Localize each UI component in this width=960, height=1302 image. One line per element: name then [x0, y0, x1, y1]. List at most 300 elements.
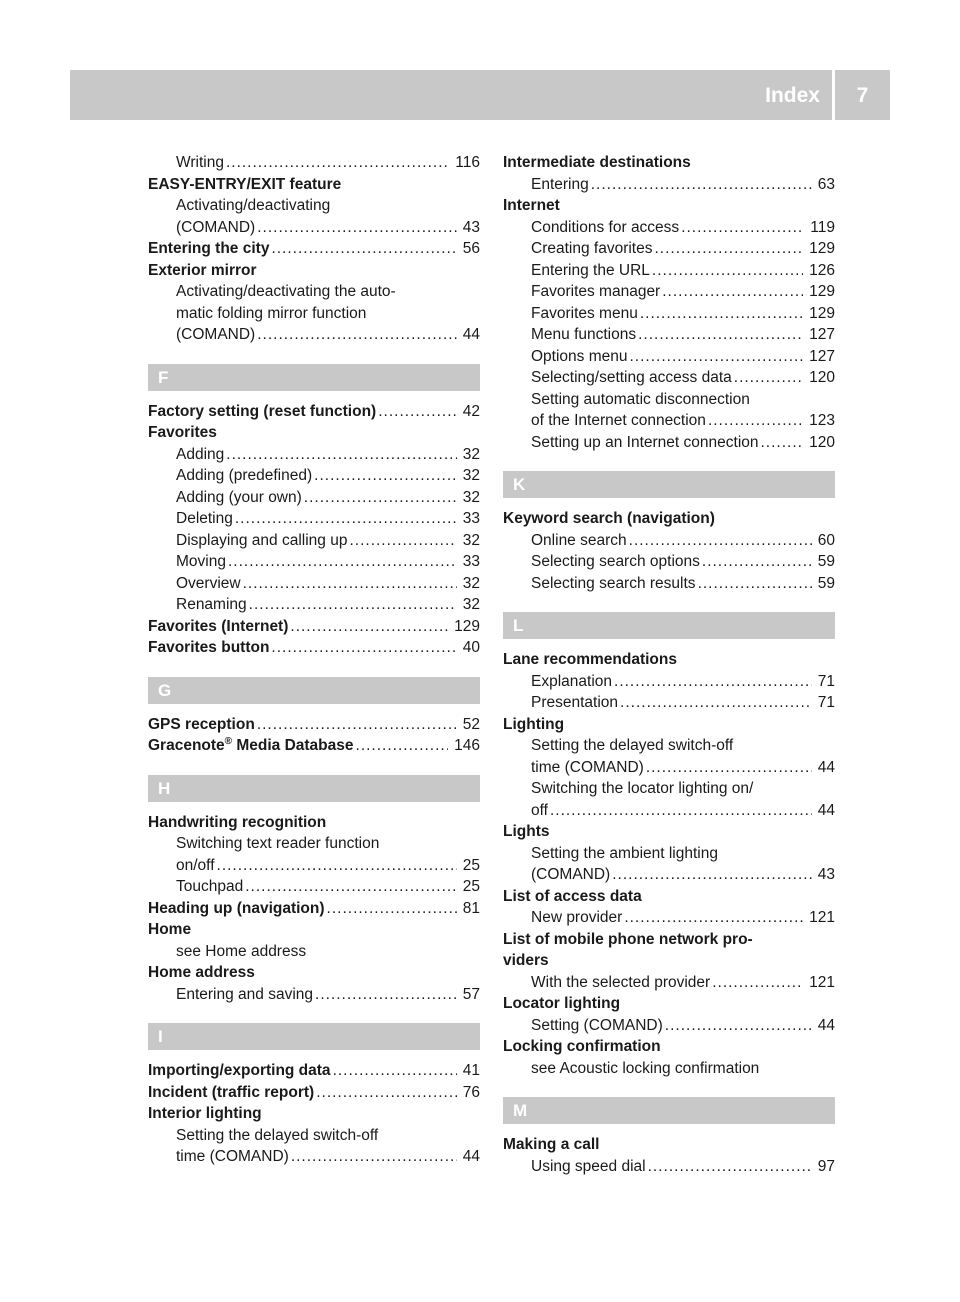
index-subentry — [503, 1058, 835, 1080]
entry-label: Adding (predefined) — [176, 467, 313, 484]
entry-text — [148, 898, 325, 920]
index-entry — [503, 649, 835, 671]
dot-leader — [226, 152, 449, 174]
entry-text — [531, 1156, 646, 1178]
page-reference: 121 — [809, 973, 835, 991]
dot-leader — [228, 551, 457, 573]
entry-label: Adding — [176, 445, 225, 463]
page-reference: 52 — [462, 715, 480, 733]
entry-text — [148, 422, 217, 444]
page-reference: 120 — [809, 369, 835, 386]
entry-label: Keyword search (navigation) — [503, 510, 715, 527]
entry-label: Entering — [531, 175, 589, 193]
page-reference: 32 — [462, 574, 480, 592]
entry-label: Factory setting (reset function) — [148, 402, 377, 420]
dot-leader — [550, 800, 812, 822]
entry-text — [176, 594, 247, 616]
dot-leader — [612, 864, 812, 886]
entry-label: (COMAND) — [176, 218, 256, 236]
dot-leader — [629, 530, 812, 552]
entry-label: Handwriting recognition — [148, 813, 327, 831]
dot-leader — [356, 735, 449, 757]
index-subentry — [148, 984, 480, 1006]
entry-label: Creating favorites — [531, 240, 653, 257]
section-letter-m: M — [503, 1097, 835, 1124]
page-reference: 129 — [809, 304, 835, 322]
entry-text — [176, 941, 306, 963]
entry-label: Activating/deactivating the auto- — [176, 283, 396, 300]
dot-leader — [257, 324, 457, 346]
index-subentry — [148, 1146, 480, 1168]
entry-text — [531, 324, 636, 346]
entry-label: Conditions for access — [531, 218, 680, 236]
page-reference: 33 — [462, 553, 480, 570]
entry-text — [531, 778, 753, 800]
index-subentry — [148, 195, 480, 217]
entry-label: Setting the ambient lighting — [531, 844, 718, 862]
entry-label: Touchpad — [176, 878, 244, 895]
page-reference: 129 — [809, 240, 835, 257]
index-column-left — [148, 152, 480, 1168]
entry-label: Lights — [503, 823, 550, 840]
entry-text — [531, 1015, 663, 1037]
index-subentry — [148, 217, 480, 239]
page-reference: 32 — [462, 445, 480, 463]
section-letter-g: G — [148, 677, 480, 704]
entry-text — [176, 195, 330, 217]
entry-text — [531, 551, 700, 573]
index-subentry — [148, 281, 480, 303]
index-entry — [503, 152, 835, 174]
entry-label: Incident (traffic report) — [148, 1083, 315, 1101]
index-entry — [148, 174, 480, 196]
entry-label: EASY-ENTRY/EXIT feature — [148, 175, 342, 193]
entry-text — [503, 508, 715, 530]
entry-label: Setting (COMAND) — [531, 1016, 663, 1034]
page-reference: 120 — [809, 433, 835, 451]
index-subentry — [503, 1156, 835, 1178]
index-subentry — [503, 260, 835, 282]
entry-text — [148, 962, 255, 984]
page-reference: 123 — [809, 412, 835, 429]
page-reference: 25 — [462, 856, 480, 874]
section-letter-k: K — [503, 471, 835, 498]
entry-text — [148, 1082, 314, 1104]
dot-leader — [271, 637, 456, 659]
entry-text — [531, 671, 612, 693]
index-entry — [503, 821, 835, 843]
entry-text — [148, 1103, 262, 1125]
index-entry — [148, 637, 480, 659]
entry-text — [531, 907, 622, 929]
dot-leader — [654, 238, 803, 260]
entry-text — [531, 174, 589, 196]
entry-label: Entering and saving — [176, 985, 314, 1003]
page-reference: 25 — [462, 878, 480, 895]
dot-leader — [698, 573, 812, 595]
dot-leader — [665, 1015, 812, 1037]
entry-text — [531, 238, 652, 260]
entry-text — [531, 800, 548, 822]
dot-leader — [620, 692, 812, 714]
dot-leader — [630, 346, 804, 368]
entry-text — [531, 367, 732, 389]
dot-leader — [257, 217, 457, 239]
index-subentry — [503, 217, 835, 239]
index-entry — [148, 962, 480, 984]
entry-label: Internet — [503, 197, 560, 214]
dot-leader — [316, 1082, 457, 1104]
entry-label: Heading up (navigation) — [148, 899, 325, 917]
index-subentry — [148, 508, 480, 530]
page-number: 7 — [856, 84, 869, 107]
entry-label: Explanation — [531, 672, 613, 690]
index-subentry — [148, 941, 480, 963]
entry-label: New provider — [531, 909, 623, 926]
page-reference: 40 — [462, 639, 480, 656]
entry-label: Setting automatic disconnection — [531, 390, 750, 408]
index-subentry — [503, 907, 835, 929]
entry-text — [531, 864, 610, 886]
dot-leader — [217, 855, 457, 877]
entry-text — [176, 833, 379, 855]
entry-label: Favorites menu — [531, 304, 638, 322]
index-subentry — [503, 530, 835, 552]
page-reference: 97 — [817, 1157, 835, 1175]
entry-text — [503, 152, 691, 174]
dot-leader — [327, 898, 457, 920]
index-entry — [148, 422, 480, 444]
index-entry — [503, 929, 835, 951]
dot-leader — [291, 1146, 457, 1168]
dot-leader — [702, 551, 812, 573]
page-reference: 43 — [817, 866, 835, 883]
entry-label: Lighting — [503, 715, 565, 733]
index-entry — [148, 238, 480, 260]
index-subentry — [503, 692, 835, 714]
entry-label: List of access data — [503, 887, 642, 905]
index-entry — [148, 714, 480, 736]
entry-label: Selecting search results — [531, 574, 696, 592]
page-reference: 44 — [817, 758, 835, 776]
entry-text — [531, 260, 650, 282]
entry-label: Deleting — [176, 510, 233, 527]
entry-label: Entering the city — [148, 240, 270, 257]
entry-text — [503, 950, 549, 972]
entry-text — [503, 886, 642, 908]
index-entry — [148, 812, 480, 834]
index-subentry — [503, 432, 835, 454]
page-reference: 129 — [809, 283, 835, 300]
index-subentry — [148, 1125, 480, 1147]
page-reference: 76 — [462, 1083, 480, 1101]
dot-leader — [315, 984, 457, 1006]
page-reference: 57 — [462, 985, 480, 1003]
index-entry — [148, 1082, 480, 1104]
entry-text — [531, 843, 718, 865]
entry-label: Selecting/setting access data — [531, 369, 732, 386]
entry-label: off — [531, 801, 548, 819]
entry-label: matic folding mirror function — [176, 304, 367, 322]
entry-text — [531, 692, 618, 714]
entry-label: Exterior mirror — [148, 261, 257, 279]
entry-label: Favorites manager — [531, 283, 661, 300]
dot-leader — [226, 444, 456, 466]
index-entry — [148, 1060, 480, 1082]
entry-text — [176, 1146, 289, 1168]
entry-label: on/off — [176, 856, 215, 874]
index-subentry — [503, 410, 835, 432]
entry-label: Making a call — [503, 1136, 600, 1153]
dot-leader — [646, 757, 812, 779]
page-reference: 32 — [462, 467, 480, 484]
page-reference: 32 — [462, 596, 480, 613]
dot-leader — [235, 508, 457, 530]
entry-label: Overview — [176, 574, 241, 592]
dot-leader — [734, 367, 803, 389]
entry-label: Menu functions — [531, 326, 637, 343]
index-subentry — [503, 671, 835, 693]
entry-label: Presentation — [531, 694, 619, 711]
entry-label: Favorites button — [148, 639, 270, 656]
entry-text — [531, 389, 750, 411]
entry-label: Adding (your own) — [176, 488, 302, 506]
index-entry — [503, 950, 835, 972]
entry-text — [176, 324, 255, 346]
entry-text — [531, 1058, 759, 1080]
index-subentry — [148, 530, 480, 552]
dot-leader — [662, 281, 803, 303]
index-subentry — [503, 735, 835, 757]
index-subentry — [503, 303, 835, 325]
page-reference: 43 — [462, 218, 480, 236]
entry-text — [176, 984, 313, 1006]
page-reference: 56 — [462, 240, 480, 257]
entry-label: Intermediate destinations — [503, 154, 691, 171]
entry-text — [148, 238, 269, 260]
entry-text — [531, 346, 628, 368]
entry-text — [176, 487, 302, 509]
entry-label: see Acoustic locking confirmation — [531, 1059, 760, 1077]
page-reference: 44 — [817, 801, 835, 819]
index-subentry — [148, 594, 480, 616]
entry-label: Gracenote — [148, 737, 225, 754]
entry-label: Moving — [176, 553, 226, 570]
dot-leader — [257, 714, 457, 736]
dot-leader — [314, 465, 457, 487]
entry-text — [176, 303, 366, 325]
entry-text — [531, 530, 627, 552]
section-letter-l: L — [503, 612, 835, 639]
dot-leader — [333, 1060, 457, 1082]
entry-text — [531, 757, 644, 779]
dot-leader — [640, 303, 803, 325]
entry-label: Favorites — [148, 424, 217, 441]
dot-leader — [614, 671, 812, 693]
entry-text — [176, 573, 241, 595]
page-reference: 63 — [817, 175, 835, 193]
entry-text — [531, 972, 710, 994]
index-entry — [503, 1036, 835, 1058]
entry-label: Switching the locator lighting on/ — [531, 780, 754, 797]
entry-text — [531, 432, 759, 454]
entry-text — [148, 174, 341, 196]
page-reference: 59 — [817, 553, 835, 570]
dot-leader — [245, 876, 457, 898]
index-subentry — [503, 346, 835, 368]
entry-label: Home address — [148, 964, 255, 981]
entry-label: Locator lighting — [503, 995, 621, 1012]
entry-text — [176, 444, 224, 466]
entry-text — [503, 929, 753, 951]
entry-label: Home — [148, 921, 192, 938]
index-entry — [503, 1134, 835, 1156]
entry-text — [531, 281, 660, 303]
dot-leader — [243, 573, 457, 595]
dot-leader — [349, 530, 456, 552]
entry-label: time (COMAND) — [531, 758, 644, 776]
entry-label: Favorites (Internet) — [148, 617, 289, 635]
index-subentry — [503, 174, 835, 196]
page-reference: 71 — [817, 694, 835, 711]
entry-text — [148, 401, 376, 423]
index-entry — [503, 195, 835, 217]
index-subentry — [503, 864, 835, 886]
index-subentry — [503, 551, 835, 573]
index-subentry — [503, 324, 835, 346]
index-entry — [148, 898, 480, 920]
page-reference: 44 — [817, 1016, 835, 1034]
page-reference: 60 — [817, 531, 835, 549]
dot-leader — [249, 594, 457, 616]
entry-text — [176, 1125, 378, 1147]
dot-leader — [290, 616, 448, 638]
index-entry — [503, 993, 835, 1015]
index-subentry — [503, 778, 835, 800]
index-subentry — [503, 1015, 835, 1037]
page-reference: 121 — [809, 909, 835, 926]
entry-label: Renaming — [176, 596, 247, 613]
entry-text — [531, 573, 696, 595]
entry-label: Options menu — [531, 347, 628, 365]
page-reference: 42 — [462, 402, 480, 420]
dot-leader — [378, 401, 457, 423]
index-entry — [503, 886, 835, 908]
dot-leader — [708, 410, 803, 432]
dot-leader — [652, 260, 803, 282]
entry-text — [503, 195, 560, 217]
entry-text — [176, 855, 215, 877]
entry-label: Activating/deactivating — [176, 197, 331, 214]
entry-text — [148, 616, 288, 638]
entry-text — [148, 812, 326, 834]
entry-label: Selecting search options — [531, 553, 700, 570]
index-subentry — [148, 573, 480, 595]
entry-text — [176, 217, 255, 239]
index-subentry — [503, 972, 835, 994]
dot-leader — [712, 972, 803, 994]
index-subentry — [503, 800, 835, 822]
dot-leader — [761, 432, 804, 454]
index-subentry — [148, 465, 480, 487]
entry-label: Interior lighting — [148, 1105, 262, 1122]
page-reference: 127 — [809, 347, 835, 365]
section-letter-h: H — [148, 775, 480, 802]
registered-mark: ® — [224, 735, 233, 747]
entry-label: Lane recommendations — [503, 651, 677, 668]
index-subentry — [148, 487, 480, 509]
entry-label: viders — [503, 952, 549, 969]
index-subentry — [503, 367, 835, 389]
entry-label: Writing — [176, 154, 224, 171]
entry-text — [503, 649, 677, 671]
dot-leader — [304, 487, 457, 509]
index-subentry — [148, 444, 480, 466]
index-subentry — [148, 833, 480, 855]
page-reference: 119 — [810, 218, 835, 236]
dot-leader — [591, 174, 812, 196]
entry-text — [176, 876, 243, 898]
index-subentry — [503, 281, 835, 303]
entry-text — [176, 508, 233, 530]
entry-label: GPS reception — [148, 715, 255, 733]
page-reference: 146 — [454, 737, 480, 754]
page-reference: 126 — [809, 261, 835, 279]
entry-text — [503, 714, 564, 736]
dot-leader — [681, 217, 804, 239]
entry-label: time (COMAND) — [176, 1148, 289, 1165]
page-reference: 44 — [462, 1148, 480, 1165]
dot-leader — [624, 907, 803, 929]
entry-text — [531, 410, 706, 432]
index-entry — [148, 616, 480, 638]
section-letter-f: F — [148, 364, 480, 391]
index-column-right — [503, 152, 835, 1177]
entry-text — [176, 152, 224, 174]
index-entry — [148, 260, 480, 282]
entry-text — [503, 1134, 599, 1156]
entry-text — [531, 303, 638, 325]
index-subentry — [148, 876, 480, 898]
entry-text — [176, 281, 396, 303]
page-reference: 41 — [462, 1062, 480, 1079]
entry-text — [148, 735, 354, 757]
index-entry — [503, 714, 835, 736]
index-subentry — [503, 238, 835, 260]
entry-text — [148, 919, 191, 941]
entry-label: Locking confirmation — [503, 1038, 661, 1055]
entry-label: of the Internet connection — [531, 412, 706, 429]
entry-label: With the selected provider — [531, 973, 711, 991]
entry-label: Setting up an Internet connection — [531, 433, 759, 451]
index-entry — [148, 919, 480, 941]
index-subentry — [148, 855, 480, 877]
entry-label: Setting the delayed switch-off — [176, 1126, 379, 1144]
dot-leader — [648, 1156, 812, 1178]
entry-label: Setting the delayed switch-off — [531, 737, 734, 754]
entry-label: Switching text reader function — [176, 835, 380, 852]
index-entry — [503, 508, 835, 530]
index-subentry — [503, 843, 835, 865]
entry-text — [176, 530, 347, 552]
entry-label: (COMAND) — [176, 326, 256, 343]
page-reference: 116 — [455, 154, 480, 171]
entry-text — [503, 1036, 661, 1058]
page-title: Index — [765, 84, 820, 107]
index-entry — [148, 735, 480, 757]
entry-text — [531, 217, 679, 239]
entry-label: List of mobile phone network pro- — [503, 930, 753, 948]
